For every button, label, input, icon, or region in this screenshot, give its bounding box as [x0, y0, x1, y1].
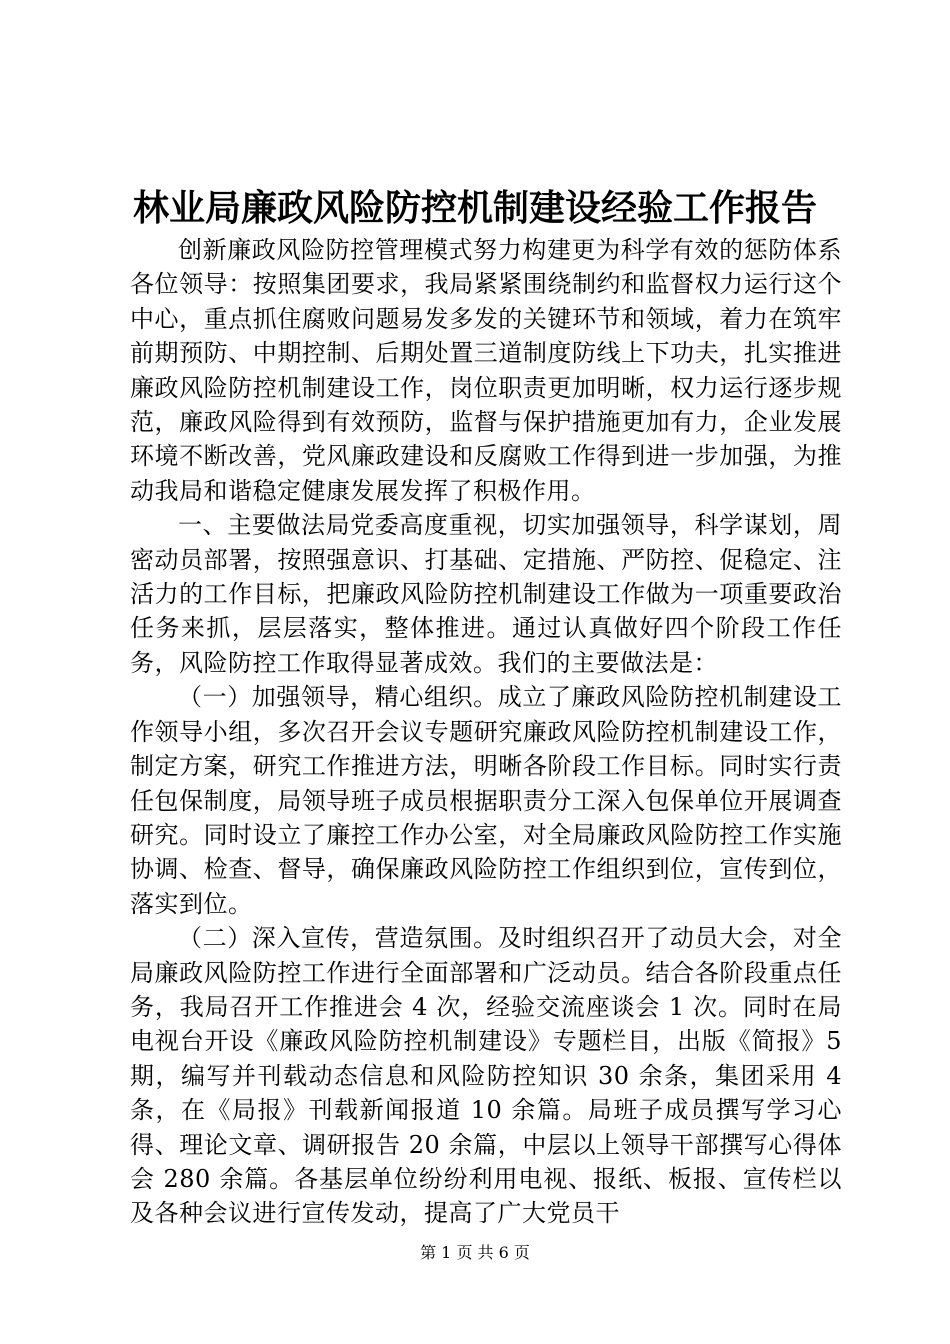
document-title: 林业局廉政风险防控机制建设经验工作报告: [132, 187, 817, 229]
document-body: [130, 233, 842, 1231]
paragraph-intro: 创新廉政风险防控管理模式努力构建更为科学有效的惩防体系各位领导：按照集团要求，我局紧紧围绕制约和监督权力运行这个中心，重点抓住腐败问题易发多发的关键环节和领域，着力在筑牢前期预防、中期控制、后期处置三道制度防线上下功夫，扎实推进廉政风险防控机制建设工作，岗位职责更加明晰，权力运行逐步规范，廉政风险得到有效预防，监督与保护措施更加有力，企业发展环境不断改善，党风廉政建设和反腐败工作得到进一步加强，为推动我局和谐稳定健康发展发挥了积极作用。: [130, 236, 842, 505]
paragraph-leadership: （一）加强领导，精心组织。成立了廉政风险防控机制建设工作领导小组，多次召开会议专题研究廉政风险防控机制建设工作，制定方案，研究工作推进方法，明晰各阶段工作目标。同时实行责任包保制度，局领导班子成员根据职责分工深入包保单位开展调查研究。同时设立了廉控工作办公室，对全局廉政风险防控工作实施协调、检查、督导，确保廉政风险防控工作组织到位，宣传到位，落实到位。: [130, 683, 842, 918]
paragraph-main-methods: 一、主要做法局党委高度重视，切实加强领导，科学谋划，周密动员部署，按照强意识、打基础、定措施、严防控、促稳定、注活力的工作目标，把廉政风险防控机制建设工作做为一项重要政治任务来抓，层层落实，整体推进。通过认真做好四个阶段工作任务，风险防控工作取得显著成效。我们的主要做法是：: [130, 511, 842, 677]
page-footer: 第 1 页 共 6 页: [420, 1243, 530, 1262]
paragraph-publicity: （二）深入宣传，营造氛围。及时组织召开了动员大会，对全局廉政风险防控工作进行全面部署和广泛动员。结合各阶段重点任务，我局召开工作推进会 4 次，经验交流座谈会 1 次。同时在局电视台开设《廉政风险防控机制建设》专题栏目，出版《简报》5 期，编写并刊载动态信息和风险防控知识 30 余条，集团采用 4 条，在《局报》刊载新闻报道 10 余篇。局班子成员撰写学习心得、理论文章、调研报告 20 余篇，中层以上领导干部撰写心得体会 280 余篇。各基层单位纷纷利用电视、报纸、板报、宣传栏以及各种会议进行宣传发动，提高了广大党员干: [130, 924, 842, 1228]
